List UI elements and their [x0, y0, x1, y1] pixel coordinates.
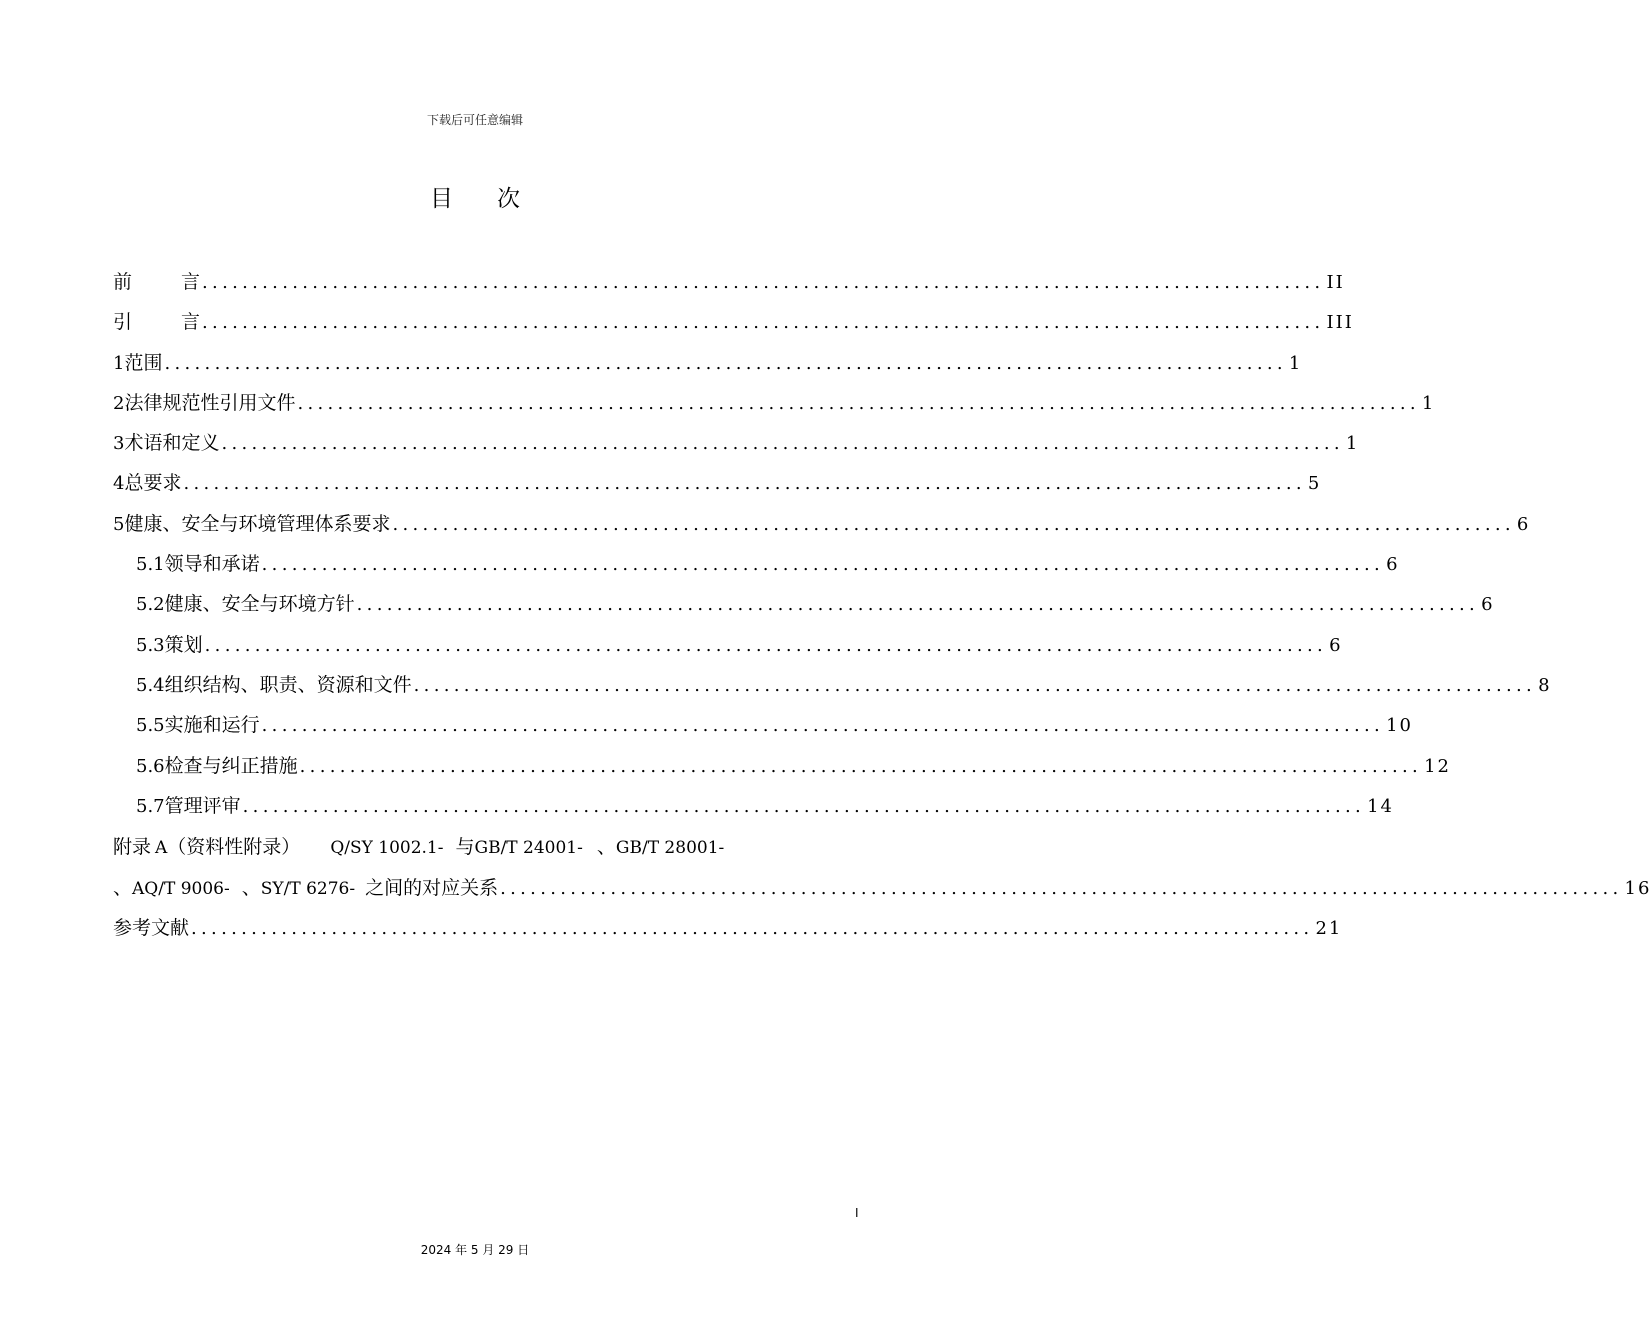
toc-entry-references[interactable] — [113, 908, 1343, 948]
toc-entry-annex-a[interactable] — [113, 826, 1651, 908]
toc-entry-1[interactable] — [113, 343, 1303, 383]
toc-entry-page: 1 — [1288, 352, 1303, 374]
header-note: 下载后可任意编辑 — [426, 113, 523, 127]
toc-entry-number: 5.6 — [136, 755, 165, 777]
toc-entry-label: 组织结构、职责、资源和文件 — [164, 673, 412, 696]
footer-date: 2024 年 5 月 29 日 — [420, 1243, 530, 1257]
toc-entry-page: 6 — [1516, 513, 1531, 535]
toc-entry-number: 5.7 — [136, 795, 165, 817]
toc-entry-label: 前 言 — [113, 271, 201, 293]
dot-leader: ................................................................................................................ — [221, 433, 1344, 455]
toc-entry-number: 5 — [113, 513, 125, 535]
toc-entry-page: 8 — [1538, 674, 1552, 696]
toc-title-char2: 次 — [497, 186, 520, 212]
toc-entry-5-7[interactable] — [113, 786, 1394, 826]
dot-leader: ................................................................................................................ — [204, 634, 1328, 656]
toc-entry-5-4[interactable] — [113, 665, 1552, 705]
toc-entry-page: 5 — [1307, 473, 1322, 495]
dot-leader: ................................................................................................................ — [202, 272, 1325, 293]
toc-entry-2[interactable] — [113, 383, 1436, 423]
toc-entry-number: 1 — [113, 352, 125, 374]
toc-title — [0, 180, 950, 213]
toc-entry-label: 管理评审 — [164, 794, 241, 817]
toc-entry-label: 法律规范性引用文件 — [124, 391, 296, 414]
dot-leader: ................................................................................................................ — [356, 594, 1480, 616]
toc-entry-page: 1 — [1421, 392, 1436, 414]
toc-entry-page: 6 — [1481, 594, 1495, 616]
annex-line-2 — [113, 868, 1651, 908]
dot-leader: ................................................................................................................ — [183, 473, 1306, 495]
toc-entry-number: 2 — [113, 392, 125, 414]
toc-entry-number: 5.3 — [136, 634, 165, 656]
annex-line-1: 附录 A（资料性附录） Q/SY 1002.1- 与GB/T 24001- 、GB/T 28001- — [113, 836, 725, 859]
toc-entry-introduction[interactable] — [113, 302, 1354, 342]
dot-leader: ................................................................................................................ — [261, 554, 1385, 576]
dot-leader: ................................................................................................................ — [242, 795, 1366, 817]
toc-entry-5-5[interactable] — [113, 705, 1413, 745]
dot-leader: ................................................................................................................ — [500, 878, 1623, 900]
toc-entry-label: 术语和定义 — [124, 432, 220, 455]
toc-entry-number: 5.5 — [136, 715, 165, 737]
dot-leader: ................................................................................................................ — [191, 918, 1314, 940]
toc-entry-number: 5.4 — [136, 674, 165, 696]
toc-entry-5-6[interactable] — [113, 746, 1451, 786]
dot-leader: ................................................................................................................ — [297, 392, 1420, 414]
toc-entry-page: 21 — [1315, 918, 1343, 940]
toc-entry-label: 范围 — [124, 351, 163, 374]
toc-entry-page: 6 — [1329, 634, 1343, 656]
toc-entry-label: 检查与纠正措施 — [164, 754, 298, 777]
toc-entry-number: 3 — [113, 433, 125, 455]
dot-leader: ................................................................................................................ — [164, 352, 1287, 374]
toc-title-char1: 目 — [430, 186, 453, 212]
toc-entry-page: II — [1326, 272, 1345, 293]
toc-entry-number: 5.1 — [136, 554, 165, 576]
page-number: I — [855, 1206, 859, 1220]
toc-entry-page: 6 — [1386, 554, 1400, 576]
toc-entry-label: 健康、安全与环境管理体系要求 — [124, 512, 391, 535]
toc-entry-5-2[interactable] — [113, 584, 1495, 624]
toc-entry-page: 12 — [1424, 755, 1451, 777]
toc-entry-page: III — [1326, 312, 1354, 334]
toc-entry-label: 引 言 — [113, 311, 201, 334]
toc-entry-page: 14 — [1367, 795, 1394, 817]
dot-leader: ................................................................................................................ — [392, 513, 1515, 535]
toc-entry-5-3[interactable] — [113, 625, 1343, 665]
toc-entry-5[interactable] — [113, 504, 1531, 544]
dot-leader: ................................................................................................................ — [202, 312, 1325, 334]
dot-leader: ................................................................................................................ — [261, 715, 1385, 737]
toc-entry-label: 健康、安全与环境方针 — [164, 593, 355, 616]
toc-entry-label: 总要求 — [124, 472, 182, 495]
toc-entry-label: 策划 — [164, 633, 203, 656]
toc-entry-number: 5.2 — [136, 594, 165, 616]
toc-entry-foreword[interactable] — [113, 262, 1345, 302]
toc-entry-page: 1 — [1345, 433, 1360, 455]
toc-entry-label: 、AQ/T 9006- 、SY/T 6276- 之间的对应关系 — [113, 877, 499, 900]
toc-entry-page: 16 — [1624, 878, 1651, 900]
toc-entry-label: 参考文献 — [113, 917, 190, 940]
toc-entry-label: 领导和承诺 — [164, 553, 260, 576]
toc-entry-number: 4 — [113, 473, 125, 495]
toc-entry-page: 10 — [1386, 715, 1413, 737]
table-of-contents — [113, 262, 1651, 948]
toc-entry-4[interactable] — [113, 463, 1322, 503]
dot-leader: ................................................................................................................ — [299, 755, 1423, 777]
toc-entry-3[interactable] — [113, 423, 1360, 463]
toc-entry-label: 实施和运行 — [164, 714, 260, 737]
dot-leader: ................................................................................................................ — [413, 674, 1537, 696]
toc-entry-5-1[interactable] — [113, 544, 1400, 584]
